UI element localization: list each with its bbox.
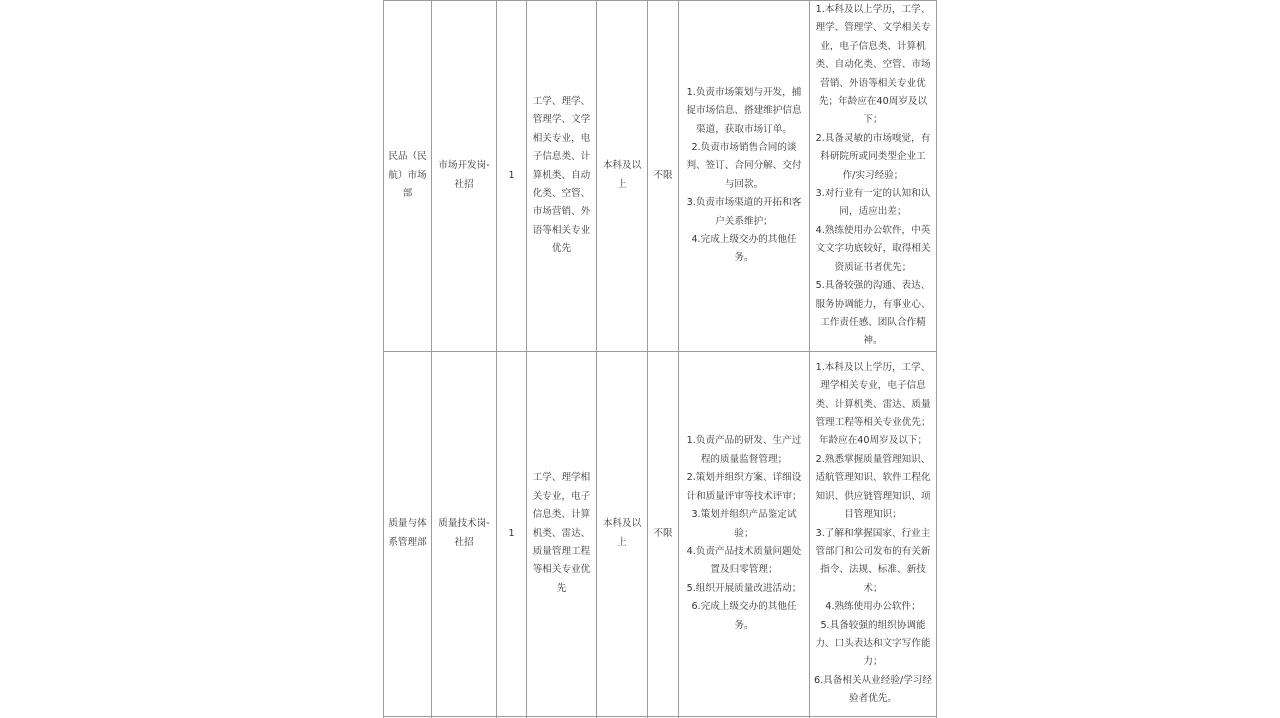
table-row (384, 1, 937, 352)
major-cell: 工学、理学、管理学、文学相关专业，电子信息类、计算机类、自动化类、空管、市场营销、外语等相关专业优先 (527, 1, 597, 352)
headcount-cell: 1 (497, 351, 527, 716)
requirement-item: 3.对行业有一定的认知和认同，适应出差； (815, 188, 931, 218)
gender-cell: 不限 (648, 1, 679, 352)
requirements-cell (810, 1, 937, 352)
education-cell: 本科及以上 (597, 351, 648, 716)
headcount-cell: 1 (497, 1, 527, 352)
duty-item: 3.负责市场渠道的开拓和客户关系维护； (686, 197, 802, 227)
requirement-item: 2.具备灵敏的市场嗅觉，有科研院所或同类型企业工作/实习经验； (815, 132, 931, 181)
duty-item: 2.负责市场销售合同的谈判、签订、合同分解、交付与回款。 (686, 142, 802, 190)
table-row (384, 351, 937, 716)
education-cell: 本科及以上 (597, 1, 648, 352)
requirement-item: 5.具备较强的组织协调能力、口头表达和文字写作能力； (815, 619, 931, 668)
department-cell: 民品（民航）市场部 (384, 1, 432, 352)
requirement-item: 4.熟练使用办公软件，中英文文字功底较好，取得相关资质证书者优先； (815, 224, 931, 273)
duty-item: 5.组织开展质量改进活动； (686, 582, 802, 594)
gender-cell: 不限 (648, 351, 679, 716)
duty-item: 1.负责产品的研发、生产过程的质量监督管理； (686, 435, 802, 465)
requirement-item: 1.本科及以上学历，工学、理学相关专业，电子信息类、计算机类、雷达、质量管理工程等相关专业优先；年龄应在40周岁及以下； (815, 361, 931, 447)
duties-cell (679, 351, 810, 716)
requirements-cell (810, 351, 937, 716)
requirement-item: 5.具备较强的沟通、表达、服务协调能力，有事业心、工作责任感、团队合作精神。 (815, 280, 931, 347)
requirement-item: 2.熟悉掌握质量管理知识、适航管理知识、软件工程化知识、供应链管理知识、项目管理知识； (815, 453, 931, 521)
recruitment-table (383, 0, 937, 718)
requirement-item: 3.了解和掌握国家、行业主管部门和公司发布的有关新指令、法规、标准、新技术； (815, 527, 931, 594)
major-cell: 工学、理学相关专业，电子信息类、计算机类、雷达、质量管理工程等相关专业优先 (527, 351, 597, 716)
duty-item: 4.负责产品技术质量问题处置及归零管理； (686, 545, 802, 576)
duties-cell (679, 1, 810, 352)
requirement-item: 6.具备相关从业经验/学习经验者优先。 (814, 674, 932, 705)
duty-item: 1.负责市场策划与开发，捕捉市场信息、搭建维护信息渠道，获取市场订单。 (686, 86, 802, 135)
duty-item: 4.完成上级交办的其他任务。 (691, 234, 797, 264)
department-cell: 质量与体系管理部 (384, 351, 432, 716)
requirement-item: 4.熟练使用办公软件； (825, 601, 921, 613)
position-cell: 质量技术岗-社招 (432, 351, 497, 716)
position-cell: 市场开发岗-社招 (432, 1, 497, 352)
requirement-item: 1.本科及以上学历，工学、理学、管理学、文学相关专业，电子信息类、计算机类、自动化类、空管、市场营销、外语等相关专业优先；年龄应在40周岁及以下； (815, 4, 931, 126)
duty-item: 3.策划并组织产品鉴定试验； (691, 509, 797, 539)
duty-item: 6.完成上级交办的其他任务。 (691, 601, 797, 631)
duty-item: 2.策划并组织方案、详细设计和质量评审等技术评审； (686, 472, 802, 502)
